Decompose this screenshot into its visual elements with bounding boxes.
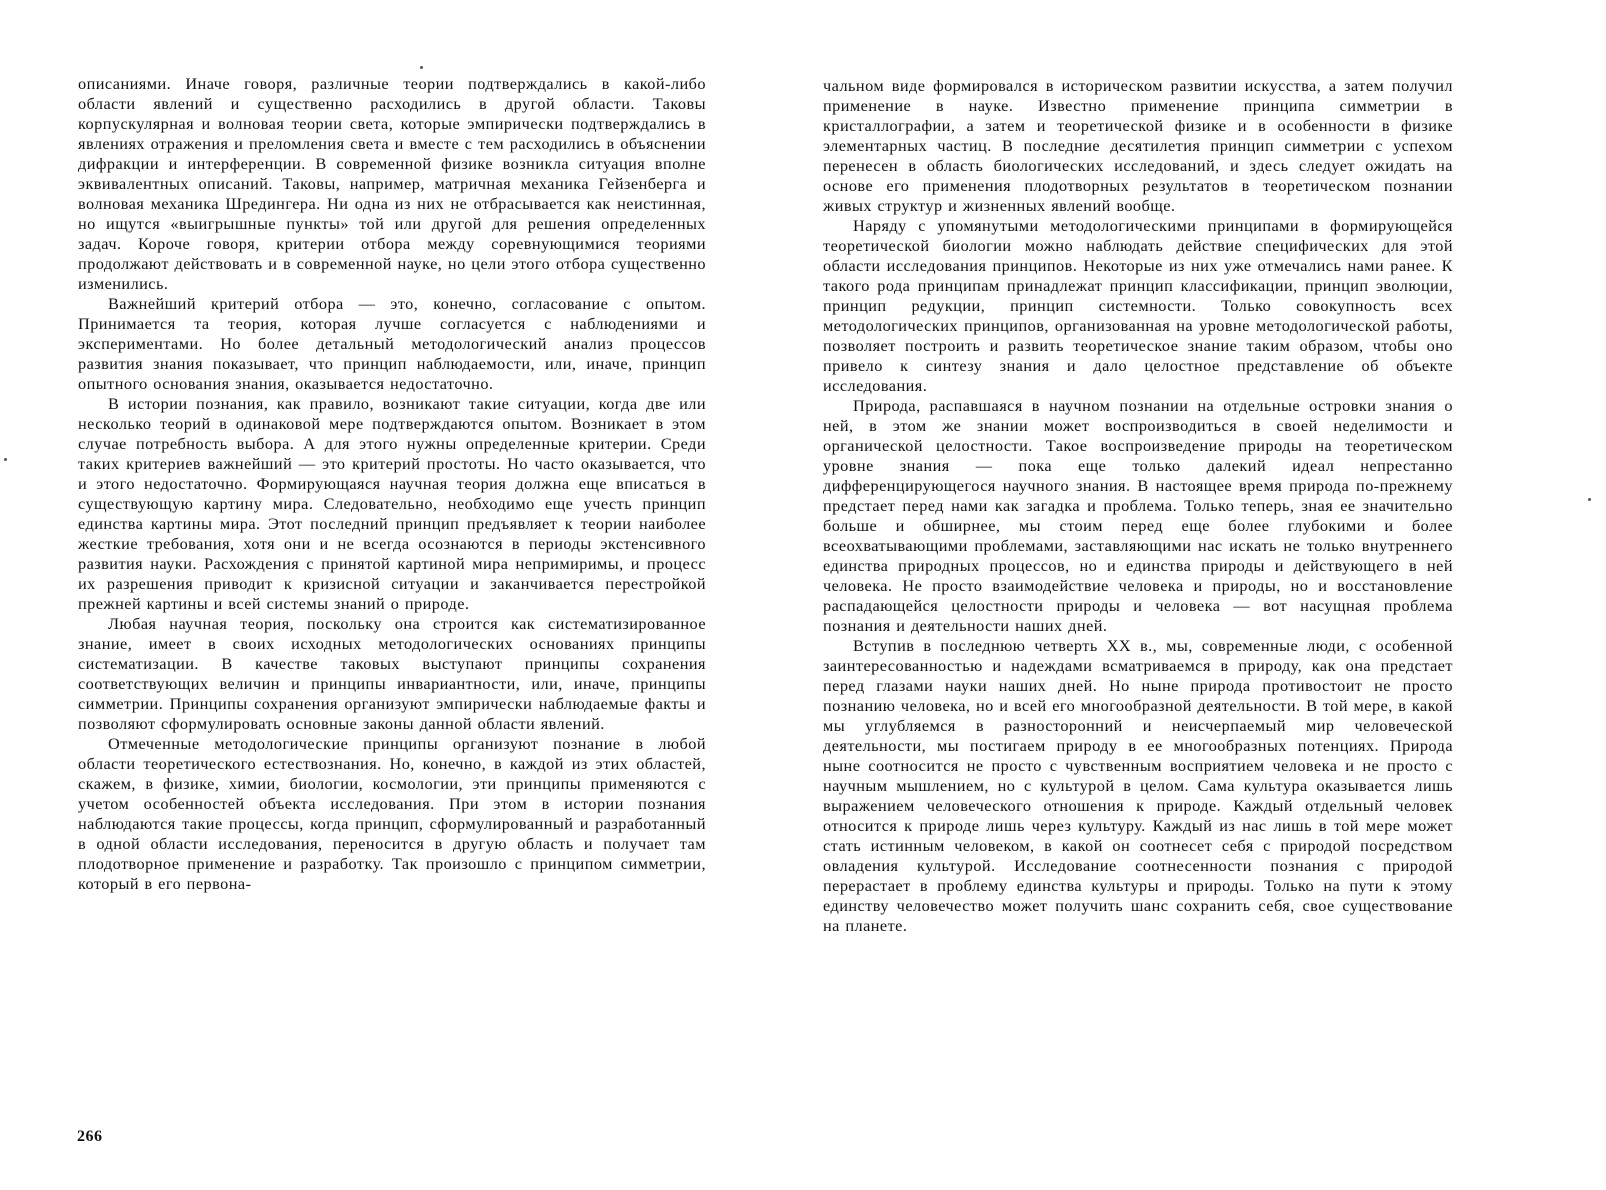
right-page-text-column: [823, 76, 1453, 936]
scan-speck: [420, 66, 423, 69]
left-paragraph-2: Важнейший критерий отбора — это, конечно, согласование с опытом. Принимается та теория, которая лучше согласуется с наблюдениями и экспериментами. Но более детальный методологический анализ процессов развития знания показывает, что принцип наблюдаемости, или, иначе, принцип опытного основания знания, оказывается недостаточно.: [78, 294, 706, 393]
page-number: 266: [77, 1128, 103, 1145]
left-paragraph-3: В истории познания, как правило, возникают такие ситуации, когда две или несколько теорий в одинаковой мере подтверждаются опытом. Возникает в этом случае потребность выбора. А для этого нужны определенные критерии. Среди таких критериев важнейший — это критерий простоты. Но часто оказывается, что и этого недостаточно. Формирующаяся научная теория должна еще вписаться в существующую картину мира. Следовательно, необходимо еще учесть принцип единства картины мира. Этот последний принцип предъявляет к теории наиболее жесткие требования, хотя они и не всегда осознаются в периоды экстенсивного развития науки. Расхождения с принятой картиной мира непримиримы, и процесс их разрешения приводит к кризисной ситуации и заканчивается перестройкой прежней картины и всей системы знаний о природе.: [78, 394, 706, 613]
left-paragraph-5: Отмеченные методологические принципы организуют познание в любой области теоретического естествознания. Но, конечно, в каждой из этих областей, скажем, в физике, химии, биологии, космологии, эти принципы применяются с учетом особенностей объекта исследования. При этом в истории познания наблюдаются такие процессы, когда принцип, сформулированный и разработанный в одной области исследования, переносится в другую область и получает там плодотворное применение и разработку. Так произошло с принципом симметрии, который в его первона-: [78, 734, 706, 893]
left-page-text-column: [78, 74, 706, 894]
scan-speck: [1588, 498, 1591, 501]
right-page: [800, 0, 1606, 1190]
right-paragraph-3: Природа, распавшаяся в научном познании на отдельные островки знания о ней, в этом же знании может воспроизводиться в своей неделимости и органической целостности. Такое воспроизведение природы на теоретическом уровне знания — пока еще только далекий идеал непрестанно дифференцирующегося научного знания. В настоящее время природа по-прежнему предстает перед нами как загадка и проблема. Только теперь, зная ее значительно больше и обширнее, мы стоим перед еще более глубокими и более всеохватывающими проблемами, заставляющими нас искать не только внутреннего единства природных процессов, но и единства природы и действующего в ней человека. Не просто взаимодействие человека и природы, но и восстановление распадающейся целостности природы и человека — вот насущная проблема познания и деятельности наших дней.: [823, 396, 1453, 635]
right-paragraph-2: Наряду с упомянутыми методологическими принципами в формирующейся теоретической биологии можно наблюдать действие специфических для этой области исследования принципов. Некоторые из них уже отмечались нами ранее. К такого рода принципам принадлежат принцип классификации, принцип эволюции, принцип редукции, принцип системности. Только совокупность всех методологических принципов, организованная на уровне методологической работы, позволяет построить и развить теоретическое знание таким образом, чтобы оно привело к синтезу знания и дало целостное представление об объекте исследования.: [823, 216, 1453, 395]
right-paragraph-1: чальном виде формировался в историческом развитии искусства, а затем получил применение в науке. Известно применение принципа симметрии в кристаллографии, а затем и теоретической физике и в особенности в физике элементарных частиц. В последние десятилетия принцип симметрии с успехом перенесен в область биологических исследований, и здесь следует ожидать на основе его применения плодотворных результатов в теоретическом познании живых структур и жизненных явлений вообще.: [823, 76, 1453, 215]
right-paragraph-4: Вступив в последнюю четверть XX в., мы, современные люди, с особенной заинтересованностью и надеждами всматриваемся в природу, как она предстает перед глазами науки наших дней. Но ныне природа противостоит не просто познанию человека, но и всей его многообразной деятельности. В той мере, в какой мы углубляемся в разносторонний и неисчерпаемый мир человеческой деятельности, мы постигаем природу в ее многообразных потенциях. Природа ныне соотносится не просто с чувственным восприятием человека и не просто с научным мышлением, но с культурой в целом. Сама культура оказывается лишь выражением человеческого отношения к природе. Каждый отдельный человек относится к природе лишь через культуру. Каждый из нас лишь в той мере может стать истинным человеком, в какой он соотнесет себя с природой посредством овладения культурой. Исследование соотнесенности познания с природой перерастает в проблему единства культуры и природы. Только на пути к этому единству человечество может получить шанс сохранить себя, свое существование на планете.: [823, 636, 1454, 935]
left-paragraph-4: Любая научная теория, поскольку она строится как систематизированное знание, имеет в своих исходных методологических основаниях принципы систематизации. В качестве таковых выступают принципы сохранения соответствующих величин и принципы инвариантности, или, иначе, принципы симметрии. Принципы сохранения организуют эмпирически наблюдаемые факты и позволяют сформулировать основные законы данной области явлений.: [78, 614, 706, 733]
left-page: [0, 0, 760, 1190]
left-paragraph-1: описаниями. Иначе говоря, различные теории подтверждались в какой-либо области явлений и существенно расходились в другой области. Таковы корпускулярная и волновая теории света, которые эмпирически подтверждались в явлениях отражения и преломления света и вместе с тем расходились в объяснении дифракции и интерференции. В современной физике возникла ситуация вполне эквивалентных описаний. Таковы, например, матричная механика Гейзенберга и волновая механика Шредингера. Ни одна из них не отбрасывается как неистинная, но ищутся «выигрышные пункты» той или другой для решения определенных задач. Короче говоря, критерии отбора между соревнующимися теориями продолжают действовать и в современной науке, но цели этого отбора существенно изменились.: [78, 74, 706, 293]
scan-speck: [4, 458, 7, 461]
